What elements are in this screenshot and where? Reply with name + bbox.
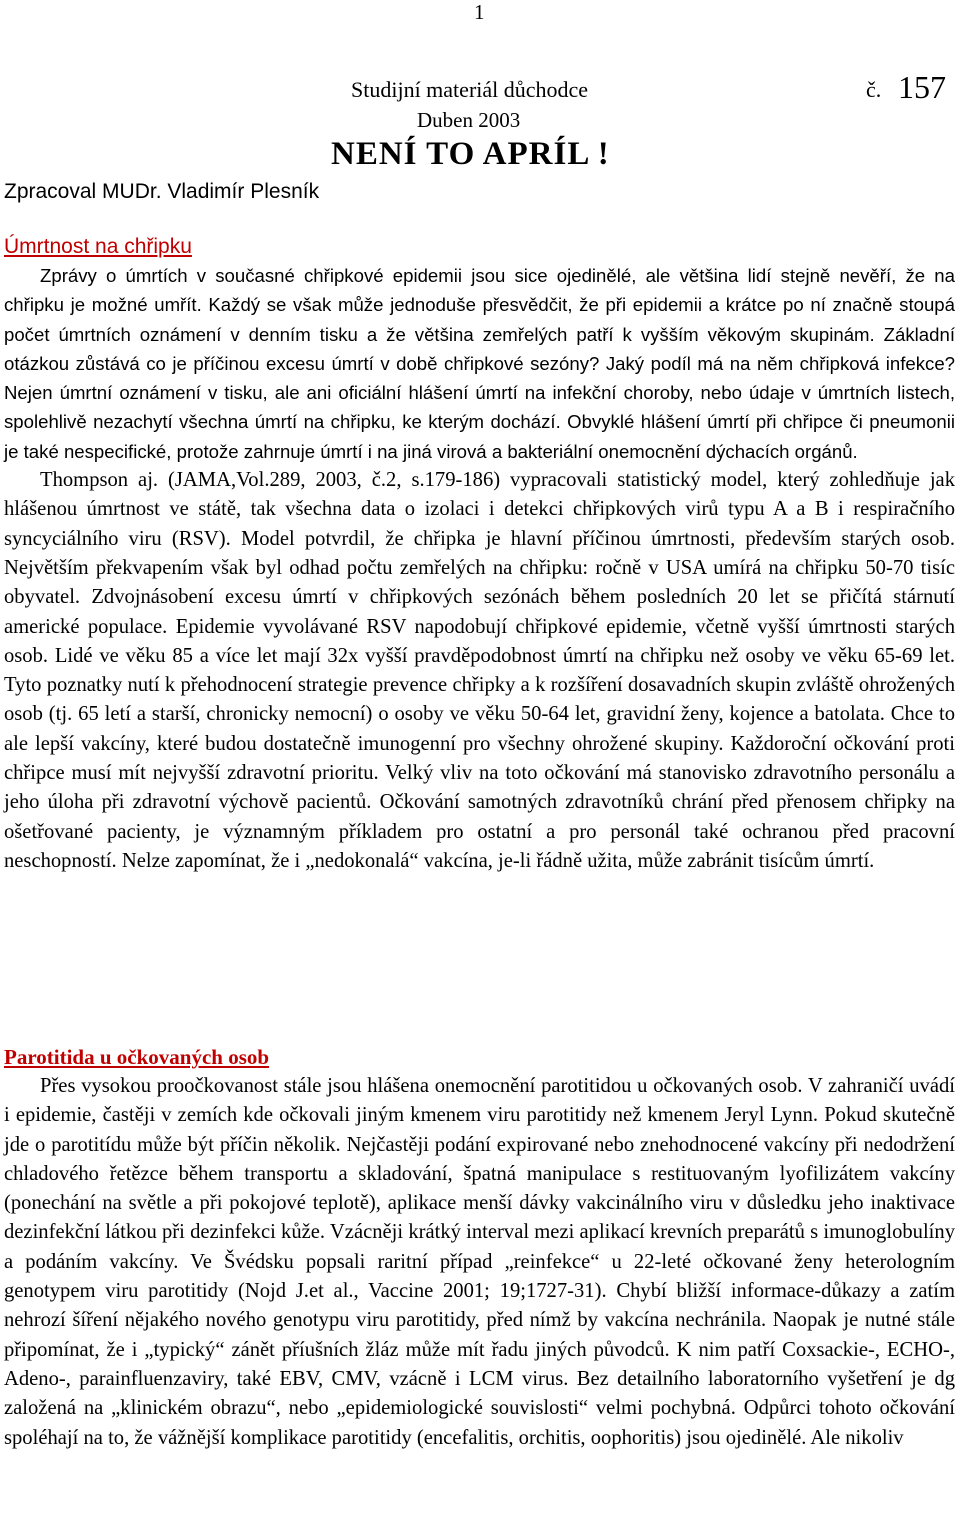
issue-label: č.: [866, 77, 882, 102]
series-header: [351, 69, 946, 105]
section-heading: Úmrtnost na chřipku: [4, 235, 192, 258]
issue-date: Duben 2003: [417, 108, 521, 132]
section-heading: Parotitida u očkovaných osob: [4, 1045, 270, 1069]
section-mumps-vaccinated: [4, 1043, 955, 1453]
page-number: 1: [474, 0, 485, 24]
paragraph: Thompson aj. (JAMA,Vol.289, 2003, č.2, s.179-186) vypracovali statistický model, který zohledňuje jak hlášenou úmrtnost ve státě, tak všechna data o izolaci i detekci chřipkových virů typu A a B i respiračního syncyciálního viru (RSV). Model potvrdil, že chřipka je hlavní příčinou úmrtnosti, především starých osob. Největším překvapením však byl odhad počtu zemřelých na chřipku: ročně v USA umírá na chřipku 50-70 tisíc obyvatel. Zdvojnásobení excesu úmrtí v chřipkových sezónách během posledních 20 let se přičítá stárnutí americké populace. Epidemie vyvolávané RSV napodobují chřipkové epidemie, včetně vyšší úmrtnosti starých osob. Lidé ve věku 85 a více let mají 32x vyšší pravděpodobnost úmrtí na chřipku než osoby ve věku 65-69 let. Tyto poznatky nutí k přehodnocení strategie prevence chřipky a k rozšíření dosavadních skupin zvláště ohrožených osob (tj. 65 letí a starší, chronicky nemocní) o osoby ve věku 50-64 let, gravidní ženy, kojence a batolata. Chce to ale lepší vakcíny, které budou dostatečně imunogenní pro všechny ohrožené skupiny. Každoroční očkování proti chřipce musí mít nejvyšší zdravotní prioritu. Velký vliv na toto očkování má stanovisko zdravotního personálu a jeho úloha při zdravotní výchově pacientů. Očkování samotných zdravotníků chrání před přenosem chřipky na ošetřované pacienty, je významným příkladem pro ostatní a pro personál také ochranou před pracovní neschopností. Nelze zapomínat, že i „nedokonalá“ vakcína, je-li řádně užita, může zabránit tisícům úmrtí.: [4, 469, 955, 872]
author-line: Zpracoval MUDr. Vladimír Plesník: [4, 180, 320, 203]
section-influenza-mortality: [4, 232, 955, 876]
series-title: Studijní materiál důchodce: [351, 77, 589, 102]
issue-number: 157: [898, 69, 946, 105]
document-title: NENÍ TO APRÍL !: [331, 136, 610, 172]
paragraph: Zprávy o úmrtích v současné chřipkové epidemii jsou sice ojedinělé, ale většina lidí stejně nevěří, že na chřipku je možné umřít. Každý se však může jednoduše přesvědčit, že při epidemii a krátce po ní značně stoupá počet úmrtních oznámení v denním tisku a že většina zemřelých patří k vyšším věkovým skupinám. Základní otázkou zůstává co je příčinou excesu úmrtí v době chřipkové sezóny? Jaký podíl má na něm chřipková infekce? Nejen úmrtní oznámení v tisku, ale ani oficiální hlášení úmrtí na infekční choroby, nebo údaje v úmrtních listech, spolehlivě nezachytí všechna úmrtí na chřipku, ke kterým dochází. Obvyklé hlášení úmrtí při chřipce či pneumonii je také nespecifické, protože zahrnuje úmrtí i na jiná virová a bakteriální onemocnění dýchacích orgánů.: [4, 265, 955, 462]
paragraph: Přes vysokou proočkovanost stále jsou hlášena onemocnění parotitidou u očkovaných osob. V zahraničí uvádí i epidemie, častěji v zemích kde očkovali jiným kmenem viru parotitidy než kmenem Jeryl Lynn. Pokud skutečně jde o parotitídu může být příčin několik. Nejčastěji podání expirované nebo znehodnocené vakcíny při nedodržení chladového řetězce během transportu a skladování, špatná manipulace s restituovaným lyofilizátem vakcíny (ponechání na světle a při pokojové teplotě), aplikace menší dávky vakcinálního viru v důsledku jeho inaktivace dezinfekční látkou při dezinfekci kůže. Vzácněji krátký interval mezi aplikací krevních preparátů s imunoglobulíny a podáním vakcíny. Ve Švédsku popsali raritní případ „reinfekce“ u 22-leté očkované ženy heterologním genotypem viru parotitidy (Nojd J.et al., Vaccine 2001; 19;1727-31). Chybí bližší informace-důkazy a zatím nehrozí šíření nějakého nového genotypu viru parotitidy, před nímž by vakcína nechránila. Naopak je nutné stále připomínat, že i „typický“ zánět příušních žláz může mít řadu jiných původců. K nim patří Coxsackie-, ECHO-, Adeno-, parainfluenzaviry, také EBV, CMV, vzácně i LCM virus. Bez detailního laboratorního vyšetření je dg založená na „klinickém obrazu“, nebo „epidemiologické souvislosti“ velmi pochybná. Odpůrci tohoto očkování spoléhají na to, že vážnější komplikace parotitidy (encefalitis, orchitis, oophoritis) jsou ojedinělé. Ale nikoliv: [4, 1075, 955, 1449]
